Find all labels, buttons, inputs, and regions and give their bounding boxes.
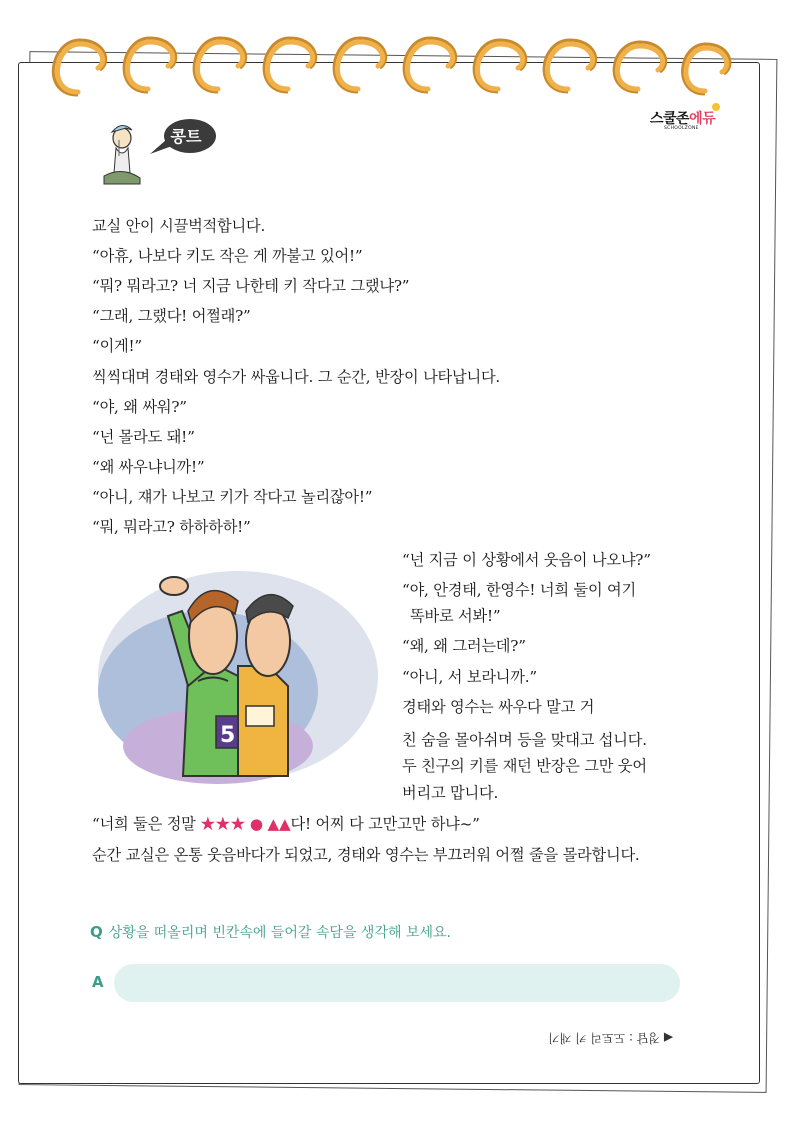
side-line: “아니, 서 보라니까.” <box>402 668 537 686</box>
question-mark: Q <box>90 923 103 941</box>
story-line: “이게!” <box>92 337 142 355</box>
spiral-rings <box>0 0 793 110</box>
side-line: “왜, 왜 그러는데?” <box>402 637 526 655</box>
side-line: “넌 지금 이 상황에서 웃음이 나오냐?” <box>402 551 651 569</box>
punchline <box>92 814 480 834</box>
brand-edu: 에듀 <box>689 111 716 127</box>
side-line: 두 친구의 키를 재던 반장은 그만 웃어 <box>402 757 647 775</box>
brand-star-icon <box>712 103 720 111</box>
section-label: 콩트 <box>170 127 202 146</box>
brand-name: 스쿨존 <box>650 111 690 127</box>
closing-line: 순간 교실은 온통 웃음바다가 되었고, 경태와 영수는 부끄러워 어쩔 줄을 몰라합니다. <box>92 846 640 864</box>
two-boys-illustration <box>88 556 388 796</box>
side-line: 버리고 맙니다. <box>402 784 499 802</box>
story-line: “그래, 그랬다! 어쩔래?” <box>92 307 251 325</box>
story-line: 씩씩대며 경태와 영수가 싸웁니다. 그 순간, 반장이 나타납니다. <box>92 368 501 386</box>
story-line: “야, 왜 싸워?” <box>92 398 187 416</box>
story-line: “아휴, 나보다 키도 작은 게 까불고 있어!” <box>92 247 363 265</box>
shirt-number: 5 <box>220 723 236 748</box>
side-line: 똑바로 서봐!” <box>410 607 501 625</box>
brand-sub: SCHOOLZONE <box>664 126 699 131</box>
side-line: “야, 안경태, 한영수! 너희 둘이 여기 <box>402 581 636 599</box>
story-line: “뭐? 뭐라고? 너 지금 나한테 키 작다고 그랬냐?” <box>92 277 410 295</box>
story-line: “뭐, 뭐라고? 하하하하!” <box>92 518 251 536</box>
answer-mark: A <box>92 973 104 991</box>
side-line: 경태와 영수는 싸우다 말고 거 <box>402 698 595 716</box>
story-line: “왜 싸우냐니까!” <box>92 458 205 476</box>
story-line: 교실 안이 시끌벅적합니다. <box>92 217 266 235</box>
punchline-suffix: 다! 어찌 다 고만고만 하냐~” <box>290 815 480 833</box>
question-text: 상황을 떠올리며 빈칸속에 들어갈 속담을 생각해 보세요. <box>108 925 451 941</box>
answer-input[interactable] <box>114 964 680 1002</box>
punchline-blanks: ★★★ ● ▲▲ <box>200 815 291 833</box>
punchline-prefix: “너희 둘은 정말 <box>92 815 201 833</box>
answer-footer: ◀ 정답 : 도토리 키 재기 <box>548 1031 674 1045</box>
story-line: “아니, 쟤가 나보고 키가 작다고 놀리잖아!” <box>92 488 373 506</box>
question <box>90 922 451 942</box>
mascot-illustration <box>96 118 156 188</box>
story-line: “넌 몰라도 돼!” <box>92 428 195 446</box>
brand-logo <box>650 108 716 131</box>
side-line: 친 숨을 몰아쉬며 등을 맞대고 섭니다. <box>402 731 647 749</box>
